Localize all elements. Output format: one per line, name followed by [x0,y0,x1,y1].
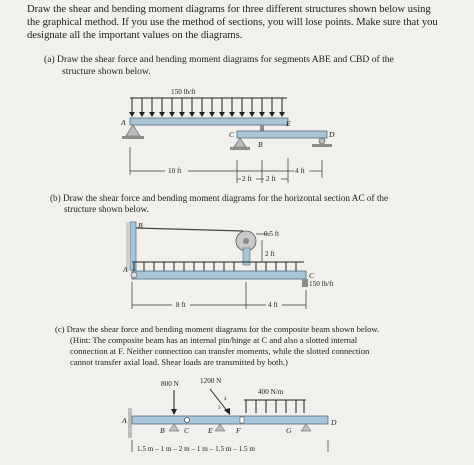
part-c-line-2: (Hint: The composite beam has an internal pin/hinge at C and also a slotted internal [70,335,358,345]
label-b: B [258,140,263,149]
composite-beam [132,416,328,424]
part-c-line-3: connection at F. Neither connection can transfer moments, while the slotted connection [70,346,370,356]
hinge-c [185,418,190,423]
part-c-line-4: cannot transfer axial load. Shear loads are transmitted by both.) [70,357,288,367]
support-b-c [169,424,179,431]
dim-2ft-b: 2 ft [265,250,275,258]
part-b-line-2: structure shown below. [64,204,149,214]
label-d-c: D [331,418,337,427]
dim-4ft-b: 4 ft [268,301,278,309]
label-e: E [286,119,291,128]
dim-4ft: 4 ft [295,167,305,175]
wall-a-c [128,408,132,438]
part-a-line-1: (a) Draw the shear force and bending moment diagrams for segments ABE and CBD of the [44,54,394,65]
support-e-c [215,424,225,431]
intro-line-1: Draw the shear and bending moment diagrams for three different structures shown below using [27,4,431,15]
label-a: A [121,118,126,127]
label-c: C [229,130,235,139]
load-label-c: 400 N/m [258,388,284,396]
part-c-line-1: (c) Draw the shear force and bending moment diagrams for the composite beam shown below. [55,324,380,334]
dimensions-c: 1.5 m – 1 m – 2 m – 1 m – 1.5 m – 1.5 m [137,445,255,453]
label-f-c: F [236,426,241,435]
label-b-b: B [138,221,143,230]
intro-line-3: designate all the important values on the diagrams. [27,30,243,41]
slot-f [240,417,244,423]
label-g-c: G [286,426,292,435]
label-e-c: E [208,426,213,435]
intro-line-2: the graphical method. If you use the method of sections, you will lose points. Make sure that you [27,17,438,28]
part-a-line-2: structure shown below. [62,66,151,77]
label-a-c: A [122,416,127,425]
dim-05ft: 0.5 ft [264,230,280,238]
force-800n-label: 800 N [161,380,179,388]
label-d: D [329,130,335,139]
load-label-a: 150 lb/ft [171,88,196,96]
part-b-line-1: (b) Draw the shear force and bending moment diagrams for the horizontal section AC of the [50,193,389,203]
support-g-c [301,424,311,431]
label-c-c: C [184,426,190,435]
ratio-4: 4 [224,397,227,402]
dim-10ft: 10 ft [168,167,182,175]
label-c-b: C [309,271,315,280]
label-b-c: B [160,426,165,435]
ratio-3: 3 [218,406,221,411]
dim-2ft-b: 2 ft [266,175,276,183]
distributed-load-c [244,400,306,413]
dim-8ft: 8 ft [176,301,186,309]
force-1200n-label: 1200 N [200,377,222,385]
dim-2ft-a: 2 ft [242,175,252,183]
label-a-b: A [123,265,128,274]
load-label-b: 150 lb/ft [309,280,334,288]
